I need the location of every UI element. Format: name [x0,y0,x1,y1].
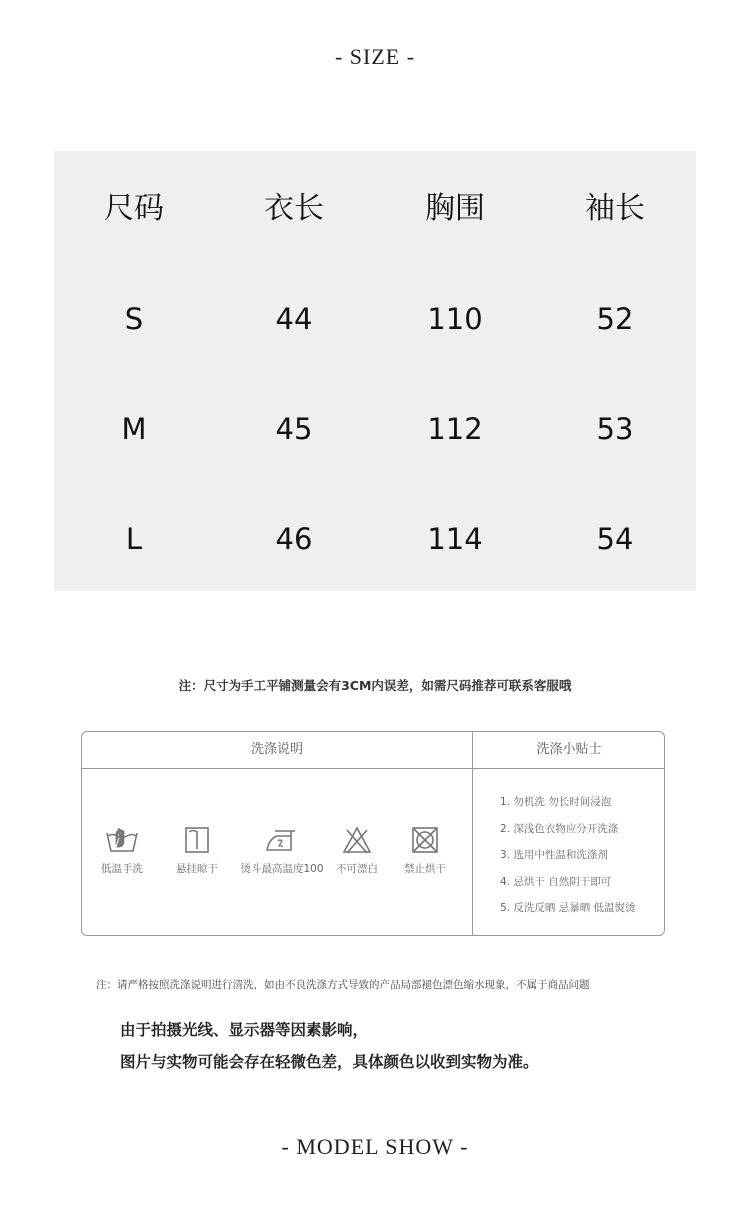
care-tips-title: 洗涤小贴士 [536,742,602,757]
size-table [54,151,696,591]
table-cell: 52 [596,302,634,336]
no-bleach-icon [342,825,372,855]
measurement-note: 注：尺寸为手工平铺测量会有3CM内误差，如需尺码推荐可联系客服哦 [178,678,572,693]
list-item: 5. 反洗反晒 忌暴晒 低温熨烫 [500,902,636,914]
size-header-size: 尺码 [104,191,164,226]
table-cell: M [121,412,147,446]
size-header-sleeve: 袖长 [585,191,645,226]
color-disclaimer-line-2: 图片与实物可能会存在轻微色差，具体颜色以收到实物为准。 [120,1053,539,1071]
care-instructions-box [81,731,665,936]
color-disclaimer-line-1: 由于拍摄光线、显示器等因素影响， [120,1021,369,1039]
table-cell: 44 [275,302,313,336]
table-cell: 54 [596,522,634,556]
table-cell: L [125,522,143,556]
care-label: 不可漂白 [336,863,378,875]
table-cell: 112 [427,412,483,446]
table-cell: 114 [427,522,483,556]
no-tumble-dry-icon [410,825,440,855]
wash-note: 注：请严格按照洗涤说明进行清洗，如由不良洗涤方式导致的产品局部褪色漂色缩水现象，不属于商品问题 [96,979,590,991]
care-item-no-tumble-dry [385,825,465,876]
care-tips-list [500,789,660,922]
care-item-hang-dry [157,825,237,876]
care-divider-horizontal [82,768,664,769]
list-item: 2. 深浅色衣物应分开洗涤 [500,822,619,835]
table-cell: 53 [596,412,634,446]
care-item-hand-wash [82,825,162,876]
table-cell: S [124,302,144,336]
list-item: 1. 勿机洗 勿长时间浸泡 [500,796,612,808]
table-cell: 46 [275,522,313,556]
iron-icon [265,825,299,855]
care-label: 悬挂晾干 [176,863,218,875]
hang-dry-icon [183,825,211,855]
hand-wash-icon [105,825,139,855]
list-item: 3. 选用中性温和洗涤剂 [500,849,608,861]
model-section-title: - MODEL SHOW - [281,1134,469,1159]
list-item: 4. 忌烘干 自然阴干即可 [500,875,612,888]
size-section-title: - SIZE - [334,44,416,69]
care-label: 低温手洗 [101,863,143,875]
size-header-length: 衣长 [264,191,324,226]
table-cell: 45 [275,412,313,446]
care-label: 禁止烘干 [404,863,446,875]
table-cell: 110 [427,302,483,336]
care-label: 烫斗最高温度100 [240,863,324,875]
size-header-chest: 胸围 [425,191,485,226]
care-instructions-title: 洗涤说明 [250,742,303,757]
